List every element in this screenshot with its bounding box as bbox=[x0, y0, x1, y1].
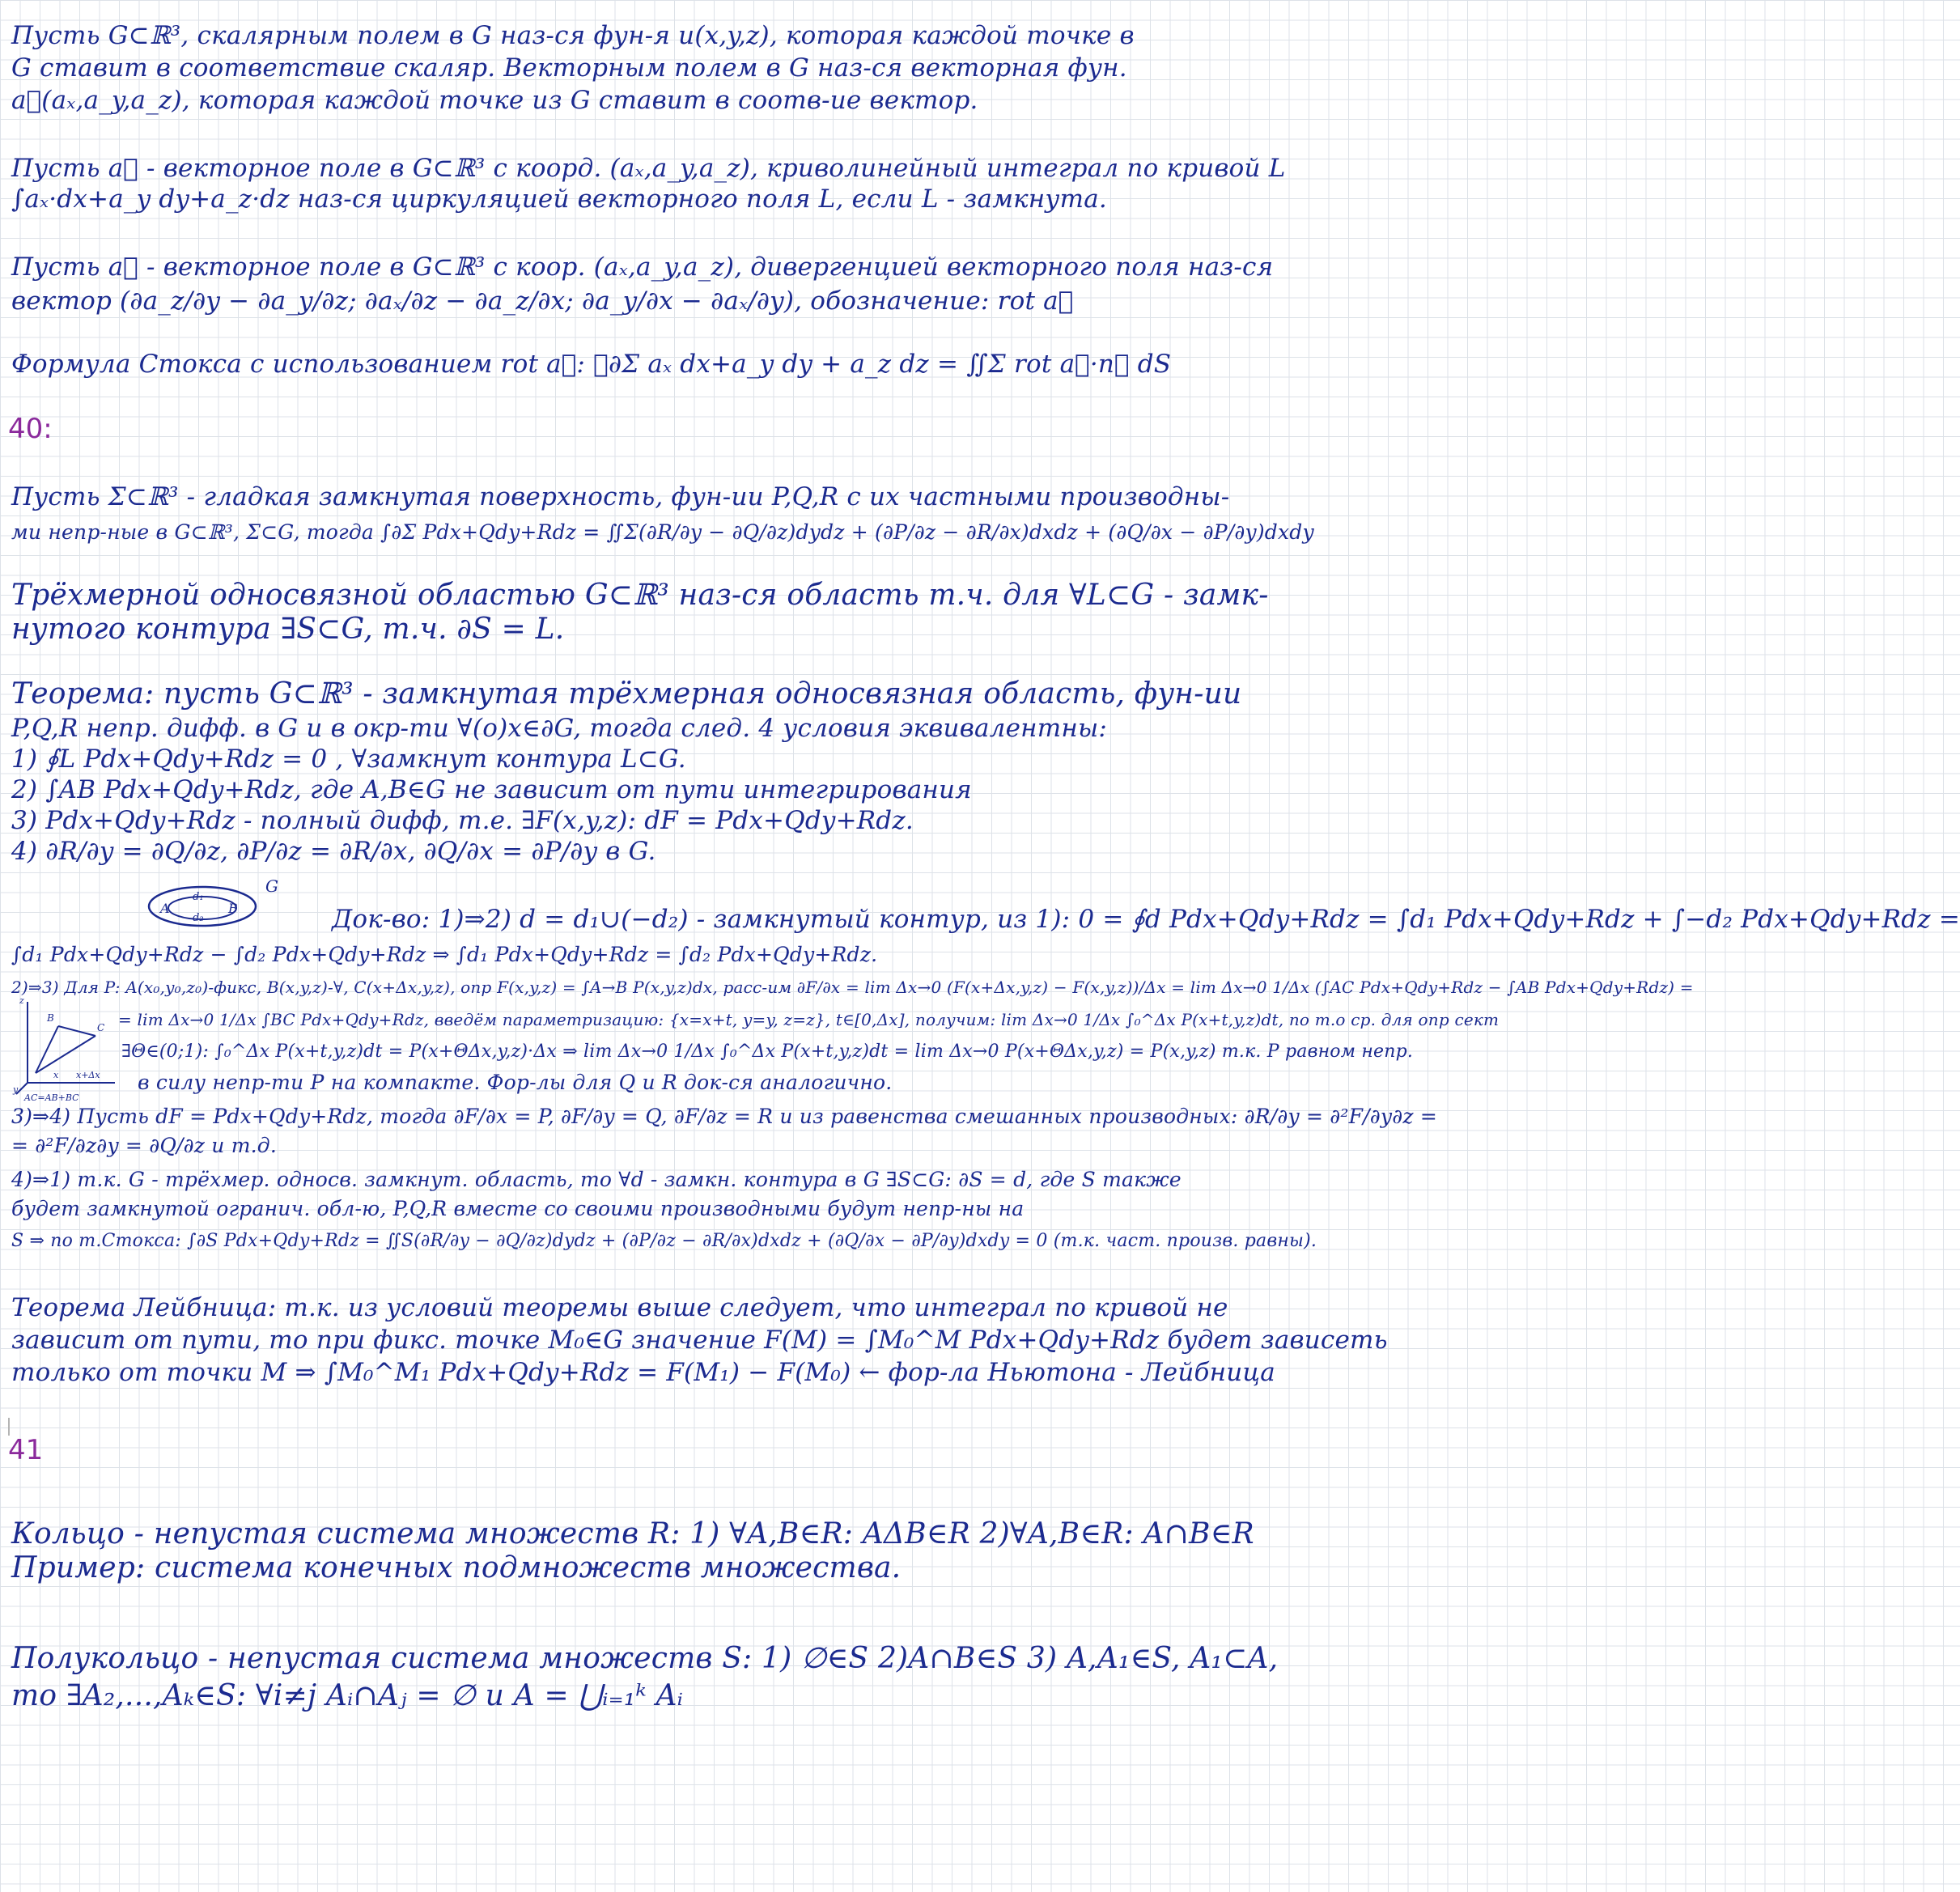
x-tick-label: x bbox=[53, 1070, 59, 1080]
text-line: = ∂²F/∂z∂y = ∂Q/∂z и т.д. bbox=[11, 1134, 277, 1157]
point-a-label: A bbox=[160, 901, 170, 916]
text-line: S ⇒ по т.Стокса: ∫∂S Pdx+Qdy+Rdz = ∬S(∂R/∂y − ∂Q/∂z)dydz + (∂P/∂z − ∂R/∂x)dxdz + (∂Q/∂x − ∂P/∂y)dxdy = 0 (т.к. част. произв. равны). bbox=[11, 1231, 1317, 1251]
text-line: будет замкнутой огранич. обл-ю, P,Q,R вместе со своими производными будут непр-ны на bbox=[11, 1197, 1025, 1220]
text-line: 1) ∮L Pdx+Qdy+Rdz = 0 , ∀замкнут контура L⊂G. bbox=[11, 744, 686, 774]
text-line: ∃Θ∈(0;1): ∫₀^Δx P(x+t,y,z)dt = P(x+ΘΔx,y,z)·Δx ⇒ lim Δx→0 1/Δx ∫₀^Δx P(x+t,y,z)dt = lim Δx→0 P(x+ΘΔx,y,z) = P(x,y,z) т.к. P равном непр. bbox=[121, 1041, 1414, 1062]
text-line: ∫aₓ·dx+a_y dy+a_z·dz наз-ся циркуляцией векторного поля L, если L - замкнута. bbox=[11, 185, 1107, 214]
text-line: Пусть a⃗ - векторное поле в G⊂ℝ³ с коорд. (aₓ,a_y,a_z), криволинейный интеграл по кривой L bbox=[11, 154, 1286, 183]
text-line: Полукольцо - непустая система множеств S: 1) ∅∈S 2)A∩B∈S 3) A,A₁∈S, A₁⊂A, bbox=[11, 1642, 1279, 1675]
closed-contour-drawing bbox=[144, 876, 314, 932]
text-line: 4) ∂R/∂y = ∂Q/∂z, ∂P/∂z = ∂R/∂x, ∂Q/∂x = ∂P/∂y в G. bbox=[11, 837, 656, 866]
text-line: то ∃A₂,...,Aₖ∈S: ∀i≠j Aᵢ∩Aⱼ = ∅ и A = ⋃ᵢ₌₁ᵏ Aᵢ bbox=[11, 1679, 684, 1712]
triangle-path-drawing bbox=[11, 992, 125, 1102]
text-line: ∫d₁ Pdx+Qdy+Rdz − ∫d₂ Pdx+Qdy+Rdz ⇒ ∫d₁ Pdx+Qdy+Rdz = ∫d₂ Pdx+Qdy+Rdz. bbox=[11, 943, 878, 966]
section-number-41: 41 bbox=[8, 1434, 44, 1466]
triangle-path-figure bbox=[11, 992, 125, 1102]
text-line: 4)⇒1) т.к. G - трёхмер. односв. замкнут. область, то ∀d - замкн. контура в G ∃S⊂G: ∂S = d, где S также bbox=[11, 1168, 1182, 1191]
point-b-label: B bbox=[228, 901, 238, 916]
text-line: Кольцо - непустая система множеств R: 1) ∀A,B∈R: AΔB∈R 2)∀A,B∈R: A∩B∈R bbox=[11, 1517, 1254, 1551]
path-d2-label: d₂ bbox=[193, 912, 204, 924]
text-line: Пример: система конечных подмножеств множества. bbox=[11, 1551, 902, 1584]
path-sum-caption: AC=AB+BC bbox=[24, 1092, 79, 1103]
point-b-label: B bbox=[47, 1012, 54, 1024]
text-line: 3) Pdx+Qdy+Rdz - полный дифф, т.е. ∃F(x,y,z): dF = Pdx+Qdy+Rdz. bbox=[11, 806, 914, 835]
text-line: 2)⇒3) Для P: A(x₀,y₀,z₀)-фикс, B(x,y,z)-∀, C(x+Δx,y,z), опр F(x,y,z) = ∫A→B P(x,y,z)dx, расс-им ∂F/∂x = lim Δx→0 (F(x+Δx,y,z) − F(x,y,z))/Δx = lim Δx→0 1/Δx (∫AC Pdx+Qdy+Rdz − ∫AB Pdx+Qdy+Rdz) = bbox=[11, 978, 1694, 997]
text-line: 3)⇒4) Пусть dF = Pdx+Qdy+Rdz, тогда ∂F/∂x = P, ∂F/∂y = Q, ∂F/∂z = R и из равенства смешанных производных: ∂R/∂y = ∂²F/∂y∂z = bbox=[11, 1105, 1438, 1128]
z-axis-label: z bbox=[19, 995, 24, 1006]
text-line: = lim Δx→0 1/Δx ∫BC Pdx+Qdy+Rdz, введём параметризацию: {x=x+t, y=y, z=z}, t∈[0,Δx], получим: lim Δx→0 1/Δx ∫₀^Δx P(x+t,y,z)dt, по т.о ср. для опр сект bbox=[118, 1010, 1500, 1029]
point-c-label: C bbox=[97, 1022, 105, 1033]
text-line: вектор (∂a_z/∂y − ∂a_y/∂z; ∂aₓ/∂z − ∂a_z/∂x; ∂a_y/∂x − ∂aₓ/∂y), обозначение: rot a⃗ bbox=[11, 286, 1074, 316]
text-line: нутого контура ∃S⊂G, т.ч. ∂S = L. bbox=[11, 613, 565, 646]
text-line: Пусть a⃗ - векторное поле в G⊂ℝ³ с коор. (aₓ,a_y,a_z), дивергенцией векторного поля наз-ся bbox=[11, 252, 1274, 282]
text-line: Формула Стокса с использованием rot a⃗: ∮∂Σ aₓ dx+a_y dy + a_z dz = ∬Σ rot a⃗·n⃗ dS bbox=[11, 350, 1172, 379]
text-line: Теорема: пусть G⊂ℝ³ - замкнутая трёхмерная односвязная область, фун-ии bbox=[11, 677, 1242, 711]
text-line: Пусть Σ⊂ℝ³ - гладкая замкнутая поверхность, фун-ии P,Q,R с их частными производны- bbox=[11, 482, 1230, 511]
text-line: Пусть G⊂ℝ³, скалярным полем в G наз-ся фун-я u(x,y,z), которая каждой точке в bbox=[11, 21, 1135, 50]
text-line: a⃗(aₓ,a_y,a_z), которая каждой точке из G ставит в соотв-ие вектор. bbox=[11, 86, 978, 115]
text-line: P,Q,R непр. дифф. в G и в окр-ти ∀(o)x∈∂G, тогда след. 4 условия эквивалентны: bbox=[11, 714, 1108, 743]
text-line: Трёхмерной односвязной областью G⊂ℝ³ наз-ся область т.ч. для ∀L⊂G - замк- bbox=[11, 579, 1269, 612]
text-line: только от точки M ⇒ ∫M₀^M₁ Pdx+Qdy+Rdz = F(M₁) − F(M₀) ← фор-ла Ньютона - Лейбница bbox=[11, 1358, 1275, 1387]
y-axis-label: y bbox=[13, 1084, 19, 1095]
closed-contour-figure bbox=[144, 876, 314, 932]
text-line: 2) ∫AB Pdx+Qdy+Rdz, где A,B∈G не зависит от пути интегрирования bbox=[11, 775, 972, 804]
text-line: ми непр-ные в G⊂ℝ³, Σ⊂G, тогда ∫∂Σ Pdx+Qdy+Rdz = ∬Σ(∂R/∂y − ∂Q/∂z)dydz + (∂P/∂z − ∂R/∂x)dxdz + (∂Q/∂x − ∂P/∂y)dxdy bbox=[11, 520, 1314, 544]
x-plus-dx-label: x+Δx bbox=[76, 1070, 100, 1080]
text-line: зависит от пути, то при фикс. точке M₀∈G значение F(M) = ∫M₀^M Pdx+Qdy+Rdz будет зависеть bbox=[11, 1326, 1388, 1355]
margin-tick bbox=[8, 1418, 10, 1436]
section-number-40: 40: bbox=[8, 413, 53, 445]
text-line: в силу непр-ти P на компакте. Фор-лы для Q и R док-ся аналогично. bbox=[138, 1071, 893, 1094]
text-line: G ставит в соответствие скаляр. Векторным полем в G наз-ся векторная фун. bbox=[11, 53, 1127, 83]
text-line: Док-во: 1)⇒2) d = d₁∪(−d₂) - замкнутый контур, из 1): 0 = ∮d Pdx+Qdy+Rdz = ∫d₁ Pdx+Qdy+Rdz + ∫−d₂ Pdx+Qdy+Rdz = bbox=[332, 905, 1960, 934]
text-line: Теорема Лейбница: т.к. из условий теоремы выше следует, что интеграл по кривой не bbox=[11, 1293, 1228, 1322]
path-d1-label: d₁ bbox=[193, 891, 204, 903]
region-g-label: G bbox=[265, 876, 278, 896]
